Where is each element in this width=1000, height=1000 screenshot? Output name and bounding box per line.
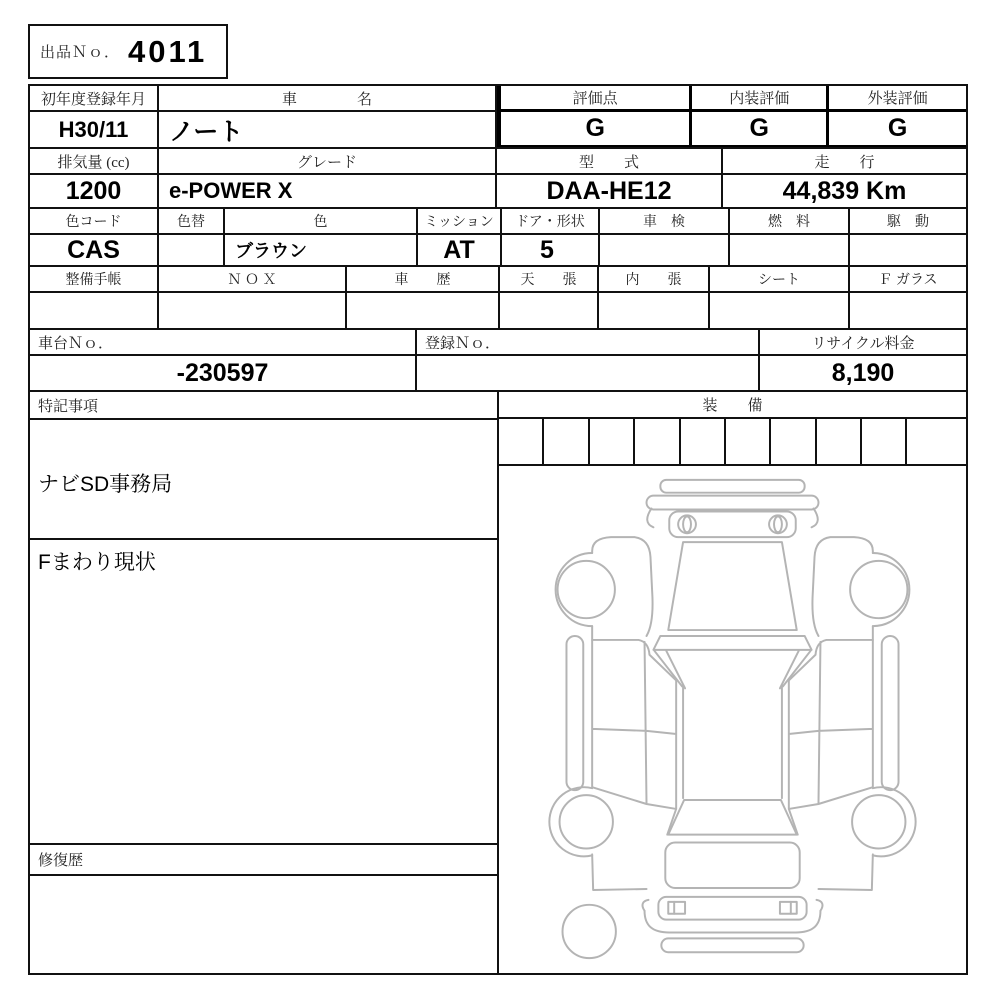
auction-no-label: 出品Ｎｏ． [40,45,121,61]
wheel-front-right [850,561,907,618]
chassis-no-value: -230597 [176,358,269,387]
color-code-label: 色コード [30,209,157,235]
bottom-section [30,392,966,973]
rear-panel [658,897,806,920]
fuel-value [730,235,848,265]
equipment-tick-cell [726,419,771,464]
cell-headliner [500,267,599,328]
exterior-grade-value: G [887,114,908,142]
maintenance-book-label: 整備手帳 [30,267,157,293]
mileage-value: 44,839 Km [782,176,907,205]
headliner-value [500,293,597,328]
wheel-rear-left [560,795,613,848]
grade-label: グレード [159,149,495,175]
recycle-fee-label: リサイクル料金 [760,330,966,356]
cell-maintenance-book [30,267,159,328]
color-code-value: CAS [67,235,120,264]
equipment-tick-cell [771,419,816,464]
score-label: 評価点 [501,86,689,112]
cell-exterior-grade [829,86,966,145]
first-registration-label: 初年度登録年月 [30,86,157,112]
rear-lower-strip [661,938,803,952]
car-history-value [347,293,498,328]
equipment-tick-cell [907,419,966,464]
drive-label: 駆 動 [850,209,966,235]
maintenance-book-value [30,293,157,328]
cell-color-change [159,209,225,265]
windshield [668,542,796,630]
doors-label: ドア・形状 [502,209,598,235]
rocker-strip-left [566,636,583,790]
wheel-front-left [558,561,615,618]
cell-color [225,209,418,265]
registration-no-value [417,356,758,390]
recycle-fee-value: 8,190 [831,358,895,387]
equipment-tick-row [499,419,966,466]
front-glass-value [850,293,966,328]
color-label: 色 [225,209,416,235]
headliner-label: 天 張 [500,267,597,293]
color-value: ブラウン [235,241,307,261]
inspection-value [600,235,728,265]
equipment-tick-cell [681,419,726,464]
interior-grade-value: G [749,114,769,142]
cell-front-glass [850,267,966,328]
arch-rear-right [873,787,916,856]
special-note-1: ナビSD事務局 [30,420,497,540]
cell-doors [502,209,600,265]
car-diagram-area [499,466,966,973]
mileage-label: 走 行 [723,149,966,175]
color-change-label: 色替 [159,209,223,235]
equipment-label: 装 備 [499,392,966,419]
interior-trim-value [599,293,708,328]
auction-no-value: 4011 [128,33,208,69]
doors-value: 5 [540,235,554,264]
fender-front-right [812,537,872,640]
car-diagram [499,466,966,973]
cell-displacement [30,149,159,207]
interior-grade-label: 内装評価 [692,86,826,112]
rear-window [668,800,796,835]
front-bumper-lip [660,480,804,493]
cell-chassis-no [30,330,417,390]
special-note-2: Fまわり現状 [30,540,497,845]
door-outline-right [789,640,873,835]
equipment-tick-cell [544,419,589,464]
car-name-value: ノート [169,117,244,146]
seat-value [710,293,848,328]
cell-interior-trim [599,267,710,328]
cell-mileage [723,149,966,207]
rocker-strip-right [882,636,899,790]
nox-label: Ｎ Ｏ Ｘ [159,267,345,293]
cell-transmission [418,209,502,265]
equipment-panel [499,392,966,973]
front-bumper-end-right [812,508,818,527]
fuel-label: 燃 料 [730,209,848,235]
seat-label: シート [710,267,848,293]
vehicle-info-table [28,84,968,975]
headlight-right [769,515,787,533]
car-name-label: 車 名 [159,86,495,112]
notes-panel [30,392,499,973]
wheel-rear-right [852,795,905,848]
car-history-label: 車 歴 [347,267,498,293]
cell-first-registration [30,86,159,147]
special-notes-label: 特記事項 [30,392,497,420]
grade-value: e-POWER X [169,178,293,203]
row-color-transmission [30,209,966,267]
cell-nox [159,267,347,328]
cell-car-history [347,267,500,328]
model-code-value: DAA-HE12 [546,176,672,205]
rear-bumper-tip-left [642,900,648,911]
tail-light-left [668,902,685,914]
cell-color-code [30,209,159,265]
row-condition [30,267,966,330]
fender-front-left [592,537,652,640]
score-value: G [585,114,605,142]
cell-drive [850,209,966,265]
nox-value [159,293,345,328]
cell-recycle-fee [760,330,966,390]
spare-tire [563,905,616,958]
cell-grade [159,149,497,207]
interior-trim-label: 内 張 [599,267,708,293]
displacement-label: 排気量 (cc) [30,149,157,175]
exterior-grade-label: 外装評価 [829,86,966,112]
transmission-value: AT [443,235,475,264]
arch-rear-left [549,787,592,856]
equipment-tick-cell [635,419,680,464]
front-glass-label: Ｆ ガラス [850,267,966,293]
headlight-left [678,515,696,533]
repair-history-value [30,876,497,973]
row-registration [30,86,966,149]
a-pillar-right [780,651,811,689]
row-engine-grade [30,149,966,209]
cell-interior-grade [692,86,829,145]
inspection-label: 車 検 [600,209,728,235]
first-registration-value: H30/11 [58,116,129,142]
equipment-tick-cell [817,419,862,464]
headlight-left-lens [683,516,691,532]
front-bumper-end-left [647,508,653,527]
headlight-right-lens [774,516,782,532]
equipment-tick-cell [862,419,907,464]
registration-no-label: 登録Ｎｏ． [417,330,758,356]
chassis-no-label: 車台Ｎｏ． [30,330,415,356]
a-pillar-left [654,651,685,689]
cell-fuel [730,209,850,265]
displacement-value: 1200 [65,176,122,205]
rear-corner-left [592,854,646,890]
repair-history-label: 修復歴 [30,845,497,876]
equipment-tick-cell [590,419,635,464]
cell-car-name [159,86,497,147]
cell-seat [710,267,850,328]
tail-light-right [780,902,797,914]
transmission-label: ミッション [418,209,500,235]
auction-no-box [28,24,228,79]
cell-score [501,86,692,145]
model-code-label: 型 式 [497,149,721,175]
cowl [653,636,811,650]
door-outline-left [592,640,676,835]
cell-model-code [497,149,723,207]
rear-bumper-tip-right [817,900,823,911]
front-bumper [647,496,819,510]
trunk-lid [665,843,799,888]
cell-inspection [600,209,730,265]
equipment-tick-cell [499,419,544,464]
row-chassis [30,330,966,392]
evaluation-block [497,86,966,147]
color-change-value [159,235,223,265]
rear-corner-right [818,854,872,890]
drive-value [850,235,966,265]
cell-registration-no [417,330,760,390]
